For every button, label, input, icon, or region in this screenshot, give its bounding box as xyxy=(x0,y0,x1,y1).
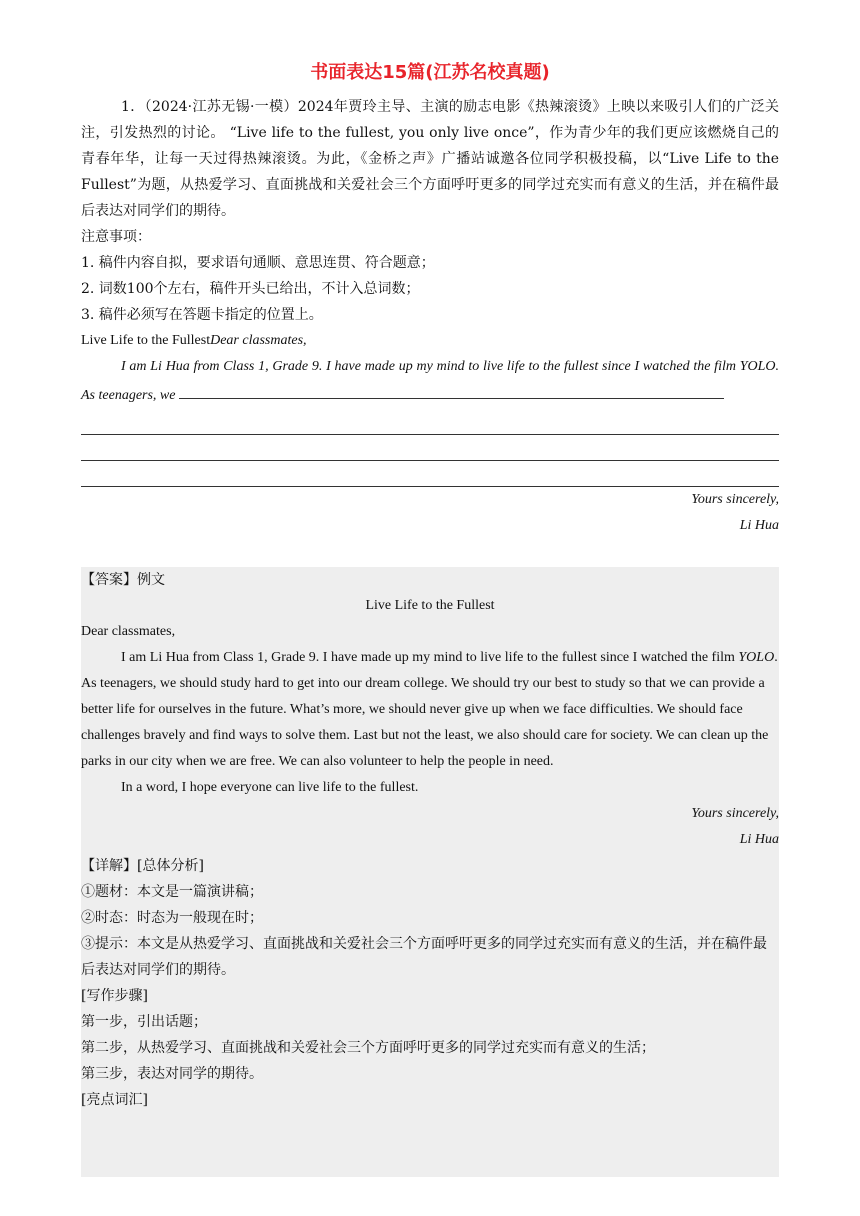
step-1: 第一步，引出话题； xyxy=(81,1014,207,1030)
note-3: 3. 稿件必须写在答题卡指定的位置上。 xyxy=(81,307,323,323)
film-title: YOLO xyxy=(738,650,775,665)
document-title: 书面表达15篇(江苏名校真题) xyxy=(310,62,550,83)
starter-sentence xyxy=(81,354,779,409)
essay-signature: Li Hua xyxy=(739,832,779,847)
essay-greeting: Dear classmates, xyxy=(81,624,176,639)
analysis-label: 【详解】[总体分析] xyxy=(81,858,204,874)
essay-paragraph-1 xyxy=(81,645,779,775)
answer-label: 【答案】例文 xyxy=(81,572,165,588)
answer-line xyxy=(81,435,779,461)
note-1: 1. 稿件内容自拟，要求语句通顺、意思连贯、符合题意； xyxy=(81,255,435,271)
analysis-item-3: ③提示：本文是从热爱学习、直面挑战和关爱社会三个方面呼吁更多的同学过充实而有意义的生活，并在稿件最后表达对同学们的期待。 xyxy=(81,936,767,978)
note-2: 2. 词数100个左右，稿件开头已给出，不计入总词数； xyxy=(81,281,420,297)
essay-closing: Yours sincerely, xyxy=(691,806,779,821)
analysis-item-1: ①题材：本文是一篇演讲稿； xyxy=(81,884,263,900)
essay-paragraph-2: In a word, I hope everyone can live life to the fullest. xyxy=(121,780,419,795)
para1-text-b: . As teenagers, we should study hard to get into our dream college. We should try our best to study so that we can provide a better life for ourselves in the future. What’s more, we should never give up when we face difficulties. We should face challenges bravely and find ways to solve them. Last but not the least, we also should care for society. We can clean up the parks in our city when we are free. We can also volunteer to help the people in need. xyxy=(81,650,778,769)
question-intro: 1．（2024·江苏无锡·一模）2024年贾玲主导、主演的励志电影《热辣滚烫》上映以来吸引人们的广泛关注，引发热烈的讨论。 “Live life to the fullest, you only live once”，作为青少年的我们更应该燃烧自己的青春年华，让每一天过得热辣滚烫。为此，《金桥之声》广播站诚邀各位同学积极投稿，以“Live Life to the Fullest”为题，从热爱学习、直面挑战和关爱社会三个方面呼吁更多的同学过充实而有意义的生活，并在稿件最后表达对同学们的期待。 xyxy=(81,99,779,219)
question-block xyxy=(81,94,779,539)
step-3: 第三步，表达对同学的期待。 xyxy=(81,1066,263,1082)
answer-blank xyxy=(179,380,724,399)
answer-section xyxy=(81,567,779,1177)
heading-italic: Dear classmates, xyxy=(210,333,307,348)
notes-label: 注意事项： xyxy=(81,229,151,245)
heading-plain: Live Life to the Fullest xyxy=(81,333,211,348)
essay-title: Live Life to the Fullest xyxy=(365,598,495,613)
para1-text-a: I am Li Hua from Class 1, Grade 9. I have made up my mind to live life to the fullest since I watched the film xyxy=(121,650,739,665)
analysis-item-2: ②时态：时态为一般现在时； xyxy=(81,910,263,926)
question-closing: Yours sincerely, xyxy=(691,492,779,507)
step-2: 第二步，从热爱学习、直面挑战和关爱社会三个方面呼吁更多的同学过充实而有意义的生活； xyxy=(81,1040,655,1056)
steps-label: [写作步骤] xyxy=(81,988,148,1004)
question-signature: Li Hua xyxy=(739,518,779,533)
essay-heading xyxy=(81,328,779,354)
answer-line xyxy=(81,461,779,487)
starter-text: I am Li Hua from Class 1, Grade 9. I have made up my mind to live life to the fullest since I watched the film YOLO. As teenagers, we xyxy=(81,359,779,403)
answer-line xyxy=(81,409,779,435)
vocab-label: [亮点词汇] xyxy=(81,1092,148,1108)
